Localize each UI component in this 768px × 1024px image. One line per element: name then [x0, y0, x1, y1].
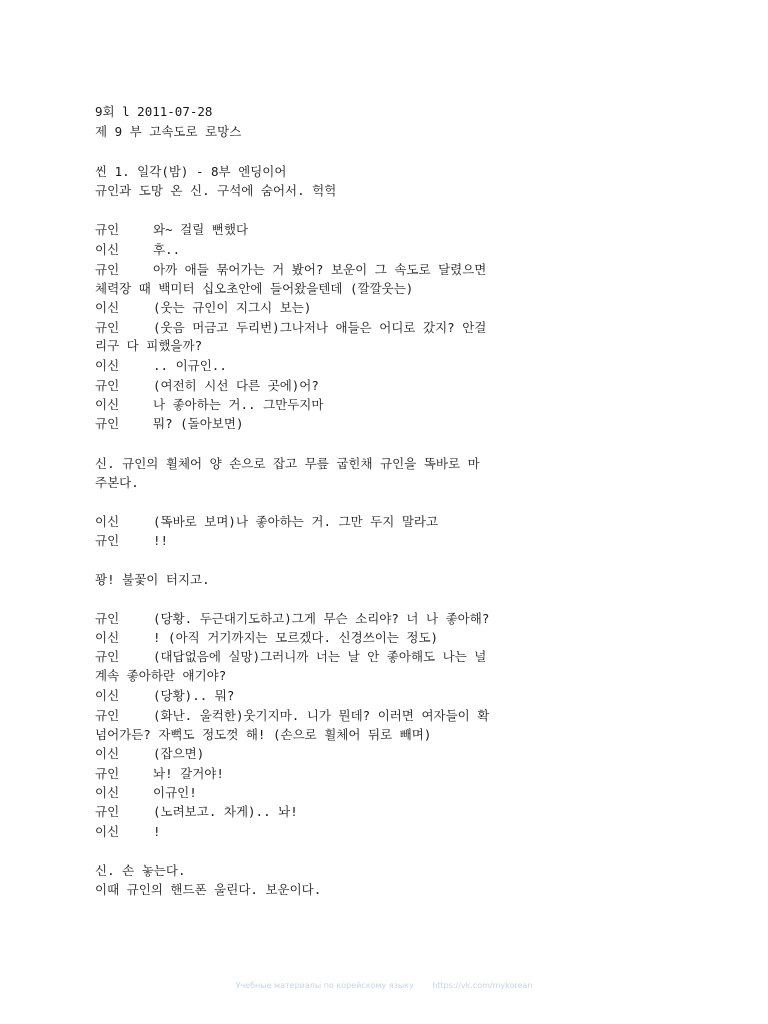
dialogue-line — [95, 823, 161, 840]
dialogue-line — [95, 629, 438, 646]
dialogue-line — [95, 415, 243, 432]
speaker-name: 규인 — [95, 416, 120, 431]
dialogue-text: .. 이규인.. — [153, 358, 227, 373]
action-line: 꽝! 불꽃이 터지고. — [95, 572, 210, 587]
action-line: 이때 규인의 핸드폰 울린다. 보운이다. — [95, 882, 322, 897]
dialogue-text: (웃는 규인이 지그시 보는) — [153, 300, 312, 315]
speaker-name: 이신 — [95, 300, 120, 315]
speaker-name: 이신 — [95, 746, 120, 761]
episode-date: 9회 l 2011-07-28 — [95, 104, 213, 119]
dialogue-line — [95, 377, 319, 394]
dialogue-text: (잡으면) — [153, 746, 205, 761]
dialogue-line — [95, 513, 438, 530]
speaker-name: 규인 — [95, 533, 120, 548]
speaker-name: 이신 — [95, 688, 120, 703]
dialogue-text: ! (아직 거기까지는 모르겠다. 신경쓰이는 정도) — [153, 630, 439, 645]
footer-link[interactable]: https://vk.com/mykorean — [432, 981, 533, 990]
speaker-name: 규인 — [95, 378, 120, 393]
speaker-name: 이신 — [95, 397, 120, 412]
speaker-name: 이신 — [95, 242, 120, 257]
dialogue-text: (화난. 울컥한)웃기지마. 니가 뭔데? 이러면 여자들이 확 — [153, 708, 490, 723]
speaker-name: 규인 — [95, 262, 120, 277]
dialogue-line — [95, 241, 180, 258]
dialogue-line — [95, 745, 204, 762]
dialogue-line — [95, 765, 224, 782]
speaker-name: 규인 — [95, 708, 120, 723]
speaker-name: 규인 — [95, 766, 120, 781]
dialogue-text: ! — [153, 824, 161, 839]
part-title: 제 9 부 고속도로 로망스 — [95, 124, 242, 139]
speaker-name: 이신 — [95, 630, 120, 645]
speaker-name: 이신 — [95, 358, 120, 373]
dialogue-text: 와~ 걸릴 뻔했다 — [153, 222, 249, 237]
action-line: 신. 손 놓는다. — [95, 863, 186, 878]
dialogue-line — [95, 532, 168, 549]
dialogue-text: (대답없음에 실망)그러니까 너는 날 안 좋아해도 나는 널 — [153, 649, 487, 664]
speaker-name: 이신 — [95, 514, 120, 529]
dialogue-line — [95, 396, 323, 413]
speaker-name: 규인 — [95, 611, 120, 626]
speaker-name: 이신 — [95, 824, 120, 839]
watermark-footer — [0, 981, 768, 990]
dialogue-text: (당황. 두근대기도하고)그게 무슨 소리야? 너 나 좋아해? — [153, 611, 490, 626]
dialogue-line — [95, 610, 489, 627]
dialogue-continuation: 체력장 때 백미터 십오초안에 들어왔을텐데 (깔깔웃는) — [95, 281, 414, 296]
dialogue-text: (여전히 시선 다른 곳에)어? — [153, 378, 319, 393]
dialogue-continuation: 넘어가든? 자뻑도 정도껏 해! (손으로 휠체어 뒤로 빼며) — [95, 727, 432, 742]
dialogue-text: 후.. — [153, 242, 181, 257]
dialogue-text: 아까 애들 묶어가는 거 봤어? 보운이 그 속도로 달렸으면 — [153, 262, 487, 277]
dialogue-text: (똑바로 보며)나 좋아하는 거. 그만 두지 말라고 — [153, 514, 439, 529]
dialogue-line — [95, 261, 486, 278]
scene-description: 규인과 도망 온 신. 구석에 숨어서. 헉헉 — [95, 183, 337, 198]
action-line: 주본다. — [95, 475, 139, 490]
dialogue-text: (당황).. 뭐? — [153, 688, 235, 703]
dialogue-continuation: 리구 다 피했을까? — [95, 338, 203, 353]
dialogue-text: 놔! 갈거야! — [153, 766, 224, 781]
dialogue-text: (노려보고. 차게).. 놔! — [153, 804, 298, 819]
dialogue-text: 뭐? (돌아보면) — [153, 416, 244, 431]
dialogue-text: 나 좋아하는 거.. 그만두지마 — [153, 397, 324, 412]
dialogue-line — [95, 784, 197, 801]
dialogue-line — [95, 299, 311, 316]
dialogue-line — [95, 687, 234, 704]
dialogue-line — [95, 319, 486, 336]
speaker-name: 규인 — [95, 649, 120, 664]
scene-heading: 씬 1. 일각(밤) - 8부 엔딩이어 — [95, 164, 287, 179]
action-line: 신. 규인의 휠체어 양 손으로 잡고 무릎 굽힌채 규인을 똑바로 마 — [95, 456, 480, 471]
speaker-name: 규인 — [95, 222, 120, 237]
speaker-name: 이신 — [95, 785, 120, 800]
dialogue-line — [95, 357, 227, 374]
speaker-name: 규인 — [95, 804, 120, 819]
dialogue-text: (웃음 머금고 두리번)그나저나 애들은 어디로 갔지? 안걸 — [153, 320, 487, 335]
dialogue-continuation: 계속 좋아하란 얘기야? — [95, 668, 227, 683]
footer-caption: Учебные материалы по корейскому языку — [235, 981, 414, 990]
dialogue-text: 이규인! — [153, 785, 197, 800]
dialogue-line — [95, 707, 489, 724]
dialogue-line — [95, 221, 248, 238]
speaker-name: 규인 — [95, 320, 120, 335]
dialogue-text: !! — [153, 533, 169, 548]
dialogue-line — [95, 803, 298, 820]
dialogue-line — [95, 648, 486, 665]
